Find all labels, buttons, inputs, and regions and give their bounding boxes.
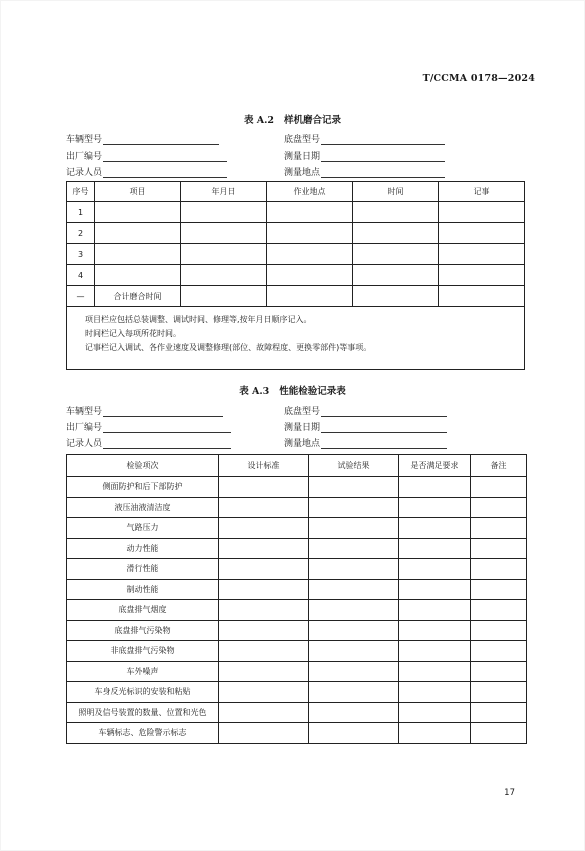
inspection-item: 照明及信号装置的数量、位置和光色 xyxy=(67,702,219,723)
table-row xyxy=(67,702,527,723)
a3-vehicle-model-field: 车辆型号 xyxy=(66,405,223,417)
note-line: 项目栏应包括总装调整、调试时间、修理等,按年月日顺序记入。 xyxy=(85,315,312,324)
a3-measure-place-field: 测量地点 xyxy=(284,437,447,449)
inspection-item: 侧面防护和后下部防护 xyxy=(67,477,219,498)
inspection-item: 制动性能 xyxy=(67,579,219,600)
row-index: 3 xyxy=(67,244,95,265)
standard-code: T/CCMA 0178—2024 xyxy=(422,73,535,84)
total-row-label: 合计磨合时间 xyxy=(95,286,181,307)
notes-row xyxy=(67,307,525,370)
a3-col-remarks: 备注 xyxy=(471,455,527,477)
total-row xyxy=(67,286,525,307)
inspection-item: 车辆标志、危险警示标志 xyxy=(67,723,219,744)
table-row xyxy=(67,682,527,703)
table-a3 xyxy=(66,454,527,744)
a2-serial-no-field: 出厂编号 xyxy=(66,150,227,162)
table-row xyxy=(67,620,527,641)
a2-measure-date-field: 测量日期 xyxy=(284,150,445,162)
table-a2-number: 表 A.2 xyxy=(243,115,275,126)
a2-vehicle-model-field: 车辆型号 xyxy=(66,133,219,145)
table-row xyxy=(67,244,525,265)
a2-measure-place-field: 测量地点 xyxy=(284,166,445,178)
inspection-item: 车外噪声 xyxy=(67,661,219,682)
inspection-item: 气路压力 xyxy=(67,518,219,539)
note-line: 时间栏记入每项所花时间。 xyxy=(85,329,181,338)
table-row xyxy=(67,538,527,559)
table-row xyxy=(67,559,527,580)
inspection-item: 底盘排气污染物 xyxy=(67,620,219,641)
table-row xyxy=(67,202,525,223)
notes-cell xyxy=(67,307,525,370)
inspection-item: 滑行性能 xyxy=(67,559,219,580)
a3-serial-no-field: 出厂编号 xyxy=(66,421,231,433)
table-row xyxy=(67,265,525,286)
inspection-item: 底盘排气烟度 xyxy=(67,600,219,621)
inspection-item: 液压油液清洁度 xyxy=(67,497,219,518)
inspection-item: 非底盘排气污染物 xyxy=(67,641,219,662)
a2-col-date: 年月日 xyxy=(181,182,267,202)
table-row xyxy=(67,518,527,539)
table-a3-title xyxy=(0,383,585,397)
table-a3-name: 性能检验记录表 xyxy=(279,386,346,397)
a2-recorder-field: 记录人员 xyxy=(66,166,227,178)
table-a3-body xyxy=(67,477,527,744)
inspection-item: 车身反光标识的安装和粘贴 xyxy=(67,682,219,703)
note-line: 记事栏记入调试、各作业速度及调整修理(部位、故障程度、更换零部件)等事项。 xyxy=(85,343,372,352)
page-number: 17 xyxy=(504,788,515,798)
table-a3-number: 表 A.3 xyxy=(239,386,270,397)
a3-recorder-field: 记录人员 xyxy=(66,437,231,449)
table-a2-header-row xyxy=(67,182,525,202)
total-row-index: — xyxy=(67,286,95,307)
table-row xyxy=(67,477,527,498)
row-index: 1 xyxy=(67,202,95,223)
table-row xyxy=(67,723,527,744)
a3-chassis-model-field: 底盘型号 xyxy=(284,405,447,417)
a3-col-design-standard: 设计标准 xyxy=(219,455,309,477)
table-row xyxy=(67,223,525,244)
table-row xyxy=(67,641,527,662)
table-row xyxy=(67,600,527,621)
a3-measure-date-field: 测量日期 xyxy=(284,421,447,433)
a2-chassis-model-field: 底盘型号 xyxy=(284,133,445,145)
table-a2-title xyxy=(0,112,585,126)
table-a3-header-row xyxy=(67,455,527,477)
a3-col-item: 检验项次 xyxy=(67,455,219,477)
row-index: 2 xyxy=(67,223,95,244)
table-a2-name: 样机磨合记录 xyxy=(284,115,342,126)
table-row xyxy=(67,579,527,600)
inspection-item: 动力性能 xyxy=(67,538,219,559)
a2-col-index: 序号 xyxy=(67,182,95,202)
table-row xyxy=(67,497,527,518)
a2-col-time: 时间 xyxy=(353,182,439,202)
a2-col-notes: 记事 xyxy=(439,182,525,202)
a2-col-item: 项目 xyxy=(95,182,181,202)
row-index: 4 xyxy=(67,265,95,286)
a3-col-test-result: 试验结果 xyxy=(309,455,399,477)
a2-col-place: 作业地点 xyxy=(267,182,353,202)
a3-col-meets-requirement: 是否满足要求 xyxy=(399,455,471,477)
table-row xyxy=(67,661,527,682)
table-a2 xyxy=(66,181,525,370)
